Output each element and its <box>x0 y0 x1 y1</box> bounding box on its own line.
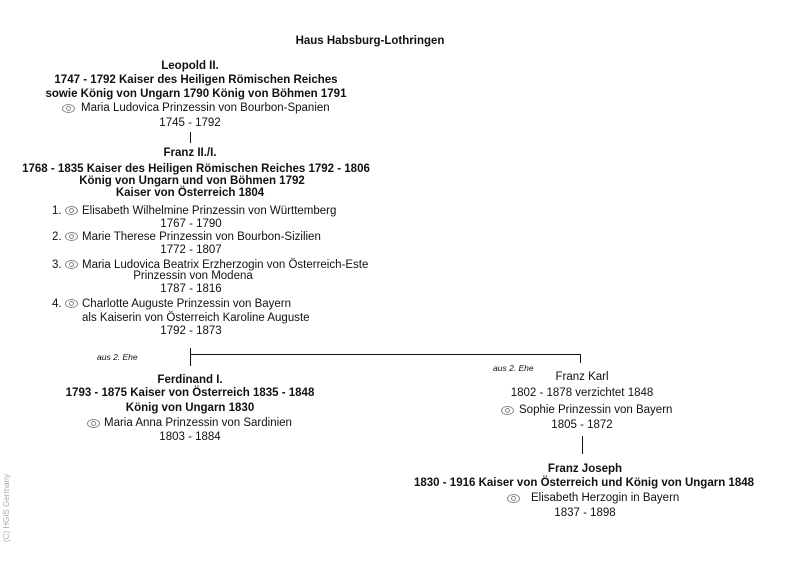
franz-spouse-2: Marie Therese Prinzessin von Bourbon-Sizilien <box>82 231 321 243</box>
connector-leopold-franz <box>190 132 191 143</box>
marriage-icon <box>501 406 514 415</box>
franz-spouse-4-dates: 1792 - 1873 <box>160 325 222 337</box>
connector-franz-karl <box>580 354 581 363</box>
marriage-icon <box>62 104 75 113</box>
connector-horizontal <box>190 354 581 355</box>
marriage-icon <box>87 419 100 428</box>
leopold-spouse-dates: 1745 - 1792 <box>159 117 221 129</box>
franz-spouse-1: Elisabeth Wilhelmine Prinzessin von Württemberg <box>82 205 337 217</box>
ferdinand-title-line1: 1793 - 1875 Kaiser von Österreich 1835 - 1848 <box>65 387 315 399</box>
copyright-note: (C) HGIS Germany <box>2 473 11 542</box>
connector-franz-ferdinand <box>190 348 191 366</box>
marriage-icon <box>65 232 78 241</box>
franz-title-line3: Kaiser von Österreich 1804 <box>115 187 265 199</box>
leopold-name: Leopold II. <box>161 60 219 72</box>
connector-franz-karl-franz-joseph <box>582 436 583 454</box>
franz-joseph-title: 1830 - 1916 Kaiser von Österreich und König von Ungarn 1848 <box>413 477 755 489</box>
leopold-title-line2: sowie König von Ungarn 1790 König von Böhmen 1791 <box>45 88 347 100</box>
ferdinand-name: Ferdinand I. <box>157 374 223 386</box>
franz-spouse-4-line2: als Kaiserin von Österreich Karoline Auguste <box>82 312 310 324</box>
leopold-spouse: Maria Ludovica Prinzessin von Bourbon-Spanien <box>81 102 330 114</box>
franz-spouse-1-dates: 1767 - 1790 <box>160 218 222 230</box>
franz-joseph-spouse: Elisabeth Herzogin in Bayern <box>531 492 680 504</box>
ferdinand-title-line2: König von Ungarn 1830 <box>125 402 255 414</box>
marriage-icon <box>507 494 520 503</box>
franz-joseph-spouse-dates: 1837 - 1898 <box>554 507 616 519</box>
franz-spouse-3-line2: Prinzessin von Modena <box>133 270 253 282</box>
ferdinand-spouse-dates: 1803 - 1884 <box>159 431 221 443</box>
franz-title-line2: König von Ungarn und von Böhmen 1792 <box>79 175 305 187</box>
franz-karl-name: Franz Karl <box>555 371 609 383</box>
spouse-number: 4. <box>52 298 62 310</box>
marriage-icon <box>65 206 78 215</box>
tree-title: Haus Habsburg-Lothringen <box>295 35 445 47</box>
franz-karl-title: 1802 - 1878 verzichtet 1848 <box>510 387 654 399</box>
spouse-number: 1. <box>52 205 62 217</box>
franz-spouse-4: Charlotte Auguste Prinzessin von Bayern <box>82 298 292 310</box>
franz-name: Franz II./I. <box>163 147 217 159</box>
franz-karl-ehe-note: aus 2. Ehe <box>493 363 534 373</box>
franz-spouse-3-dates: 1787 - 1816 <box>160 283 222 295</box>
franz-karl-spouse: Sophie Prinzessin von Bayern <box>519 404 673 416</box>
franz-karl-spouse-dates: 1805 - 1872 <box>551 419 613 431</box>
franz-joseph-name: Franz Joseph <box>547 463 623 475</box>
spouse-number: 3. <box>52 259 62 271</box>
spouse-number: 2. <box>52 231 62 243</box>
franz-title-line1: 1768 - 1835 Kaiser des Heiligen Römischen Reiches 1792 - 1806 <box>22 163 370 175</box>
ferdinand-spouse: Maria Anna Prinzessin von Sardinien <box>104 417 292 429</box>
marriage-icon <box>65 260 78 269</box>
ferdinand-ehe-note: aus 2. Ehe <box>97 352 138 362</box>
marriage-icon <box>65 299 78 308</box>
leopold-title-line1: 1747 - 1792 Kaiser des Heiligen Römischen Reiches <box>54 74 338 86</box>
franz-spouse-3: Maria Ludovica Beatrix Erzherzogin von Österreich-Este <box>82 259 369 271</box>
franz-spouse-2-dates: 1772 - 1807 <box>160 244 222 256</box>
